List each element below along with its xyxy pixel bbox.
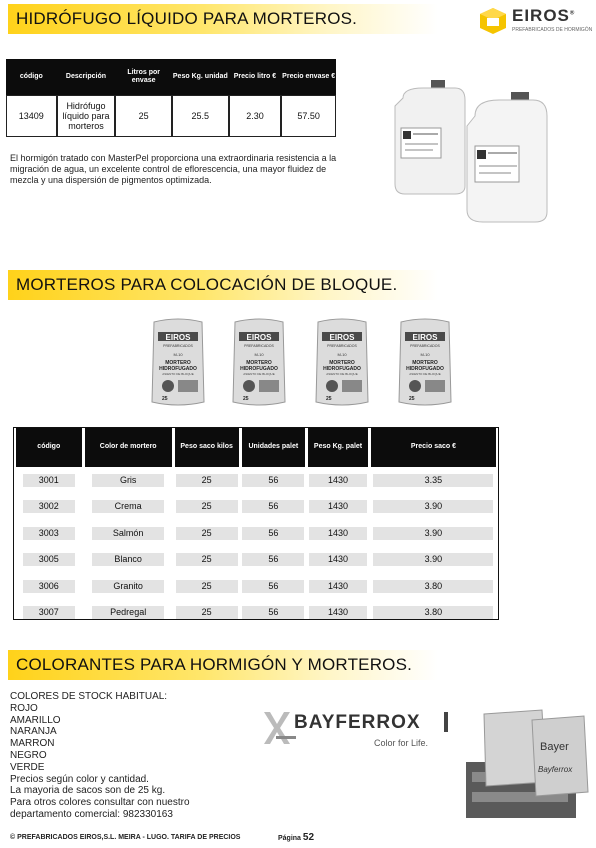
header-precio-saco: Precio saco € bbox=[371, 427, 496, 467]
cell-precio-litro: 2.30 bbox=[229, 95, 282, 137]
table-cell: 25 bbox=[175, 573, 239, 600]
mortar-bag-image bbox=[229, 316, 289, 406]
svg-text:HIDROFUGADO: HIDROFUGADO bbox=[240, 366, 278, 372]
mortar-bag-image bbox=[395, 316, 455, 406]
mortar-bag-image bbox=[312, 316, 372, 406]
section-title-morteros: MORTEROS PARA COLOCACIÓN DE BLOQUE. bbox=[8, 270, 438, 300]
table-cell: 3002 bbox=[16, 494, 82, 521]
cell-descripcion: Hidrófugo líquido para morteros bbox=[57, 95, 116, 137]
morteros-table bbox=[13, 427, 499, 626]
svg-text:M-10: M-10 bbox=[254, 352, 264, 357]
table-cell: 56 bbox=[242, 573, 306, 600]
table-cell: 3.90 bbox=[371, 520, 496, 547]
colorantes-line: AMARILLO bbox=[10, 714, 61, 726]
footer-page: Página 52 bbox=[278, 832, 315, 843]
table-cell: 3.90 bbox=[371, 547, 496, 574]
bayer-bags-image bbox=[458, 706, 590, 820]
section-title-colorantes: COLORANTES PARA HORMIGÓN Y MORTEROS. bbox=[8, 650, 438, 680]
header-peso: Peso Kg. unidad bbox=[172, 59, 229, 95]
bayferrox-name: BAYFERROX bbox=[294, 712, 421, 733]
colorantes-line: NARANJA bbox=[10, 726, 57, 738]
table-cell: 3.35 bbox=[371, 467, 496, 494]
table-cell: 3003 bbox=[16, 520, 82, 547]
svg-text:EIROS: EIROS bbox=[329, 333, 355, 342]
svg-text:EIROS: EIROS bbox=[165, 333, 191, 342]
bayferrox-slogan: Color for Life. bbox=[374, 738, 429, 748]
table-row bbox=[16, 547, 496, 574]
header-precio-envase: Precio envase € bbox=[281, 59, 336, 95]
svg-text:M-10: M-10 bbox=[337, 352, 347, 357]
table-cell: 1430 bbox=[308, 494, 368, 521]
header-precio-litro: Precio litro € bbox=[229, 59, 282, 95]
eiros-logo bbox=[478, 4, 594, 38]
header-codigo: código bbox=[6, 59, 57, 95]
header-peso-palet: Peso Kg. palet bbox=[308, 427, 368, 467]
table-cell: 3.80 bbox=[371, 573, 496, 600]
svg-text:EIROS: EIROS bbox=[412, 333, 438, 342]
svg-text:PREFABRICADOS: PREFABRICADOS bbox=[244, 344, 274, 348]
svg-text:PREFABRICADOS: PREFABRICADOS bbox=[163, 344, 193, 348]
svg-text:HIDROFUGADO: HIDROFUGADO bbox=[323, 366, 361, 372]
table-cell: 3007 bbox=[16, 600, 82, 627]
bayferrox-logo bbox=[262, 706, 452, 756]
mortar-bag-image bbox=[148, 316, 208, 406]
colorantes-line: Precios según color y cantidad. bbox=[10, 773, 149, 785]
svg-text:25: 25 bbox=[409, 396, 415, 402]
table-cell: 3005 bbox=[16, 547, 82, 574]
hidrofugo-description: El hormigón tratado con MasterPel proporciona una extraordinaria resistencia a la migración de agua, un excelente control de eflorescencia, una mayor fluidez de mezcla y una dispersión de pigmentos optimizada. bbox=[10, 153, 337, 185]
table-cell: 56 bbox=[242, 494, 306, 521]
colorantes-line: MARRON bbox=[10, 738, 55, 750]
cell-codigo: 13409 bbox=[6, 95, 57, 137]
svg-text:EIROS: EIROS bbox=[246, 333, 272, 342]
table-cell: 25 bbox=[175, 547, 239, 574]
table-cell: 56 bbox=[242, 520, 306, 547]
svg-text:MORTERO: MORTERO bbox=[412, 360, 438, 366]
svg-text:PREFABRICADOS: PREFABRICADOS bbox=[410, 344, 440, 348]
table-cell: Blanco bbox=[85, 547, 172, 574]
table-cell: 1430 bbox=[308, 520, 368, 547]
colorantes-line: COLORES DE STOCK HABITUAL: bbox=[10, 691, 168, 702]
table-cell: 56 bbox=[242, 600, 306, 627]
table-cell: 25 bbox=[175, 494, 239, 521]
bayer-bag-brand: Bayer bbox=[540, 741, 569, 753]
table-cell: 1430 bbox=[308, 573, 368, 600]
table-cell: Salmón bbox=[85, 520, 172, 547]
table-cell: Granito bbox=[85, 573, 172, 600]
svg-text:ASIENTO DE BLOQUE: ASIENTO DE BLOQUE bbox=[162, 372, 194, 376]
table-row bbox=[16, 467, 496, 494]
section-title-hidrofugo: HIDRÓFUGO LÍQUIDO PARA MORTEROS. bbox=[8, 4, 438, 34]
svg-text:MORTERO: MORTERO bbox=[246, 360, 272, 366]
table-cell: 3.90 bbox=[371, 494, 496, 521]
svg-text:ASIENTO DE BLOQUE: ASIENTO DE BLOQUE bbox=[409, 372, 441, 376]
table-cell: 25 bbox=[175, 520, 239, 547]
header-codigo: código bbox=[16, 427, 82, 467]
colorantes-line: NEGRO bbox=[10, 749, 47, 761]
table-cell: 56 bbox=[242, 547, 306, 574]
svg-text:25: 25 bbox=[243, 396, 249, 402]
table-cell: 56 bbox=[242, 467, 306, 494]
brand-tagline: PREFABRICADOS DE HORMIGÓN bbox=[512, 27, 593, 33]
cell-peso: 25.5 bbox=[172, 95, 229, 137]
svg-text:HIDROFUGADO: HIDROFUGADO bbox=[406, 366, 444, 372]
table-cell: 3.80 bbox=[371, 600, 496, 627]
table-cell: Gris bbox=[85, 467, 172, 494]
colorantes-list bbox=[10, 691, 190, 821]
footer-left: © PREFABRICADOS EIROS,S.L. MEIRA - LUGO. TARIFA DE PRECIOS bbox=[10, 834, 241, 841]
svg-text:M-10: M-10 bbox=[173, 352, 183, 357]
svg-text:PREFABRICADOS: PREFABRICADOS bbox=[327, 344, 357, 348]
table-cell: 25 bbox=[175, 600, 239, 627]
header-litros: Litros por envase bbox=[115, 59, 172, 95]
table-row bbox=[16, 520, 496, 547]
table-cell: 25 bbox=[175, 467, 239, 494]
svg-text:M-10: M-10 bbox=[420, 352, 430, 357]
svg-text:25: 25 bbox=[162, 396, 168, 402]
table-cell: Pedregal bbox=[85, 600, 172, 627]
header-color: Color de mortero bbox=[85, 427, 172, 467]
table-cell: 1430 bbox=[308, 547, 368, 574]
table-row bbox=[16, 600, 496, 627]
bayer-bag-product: Bayferrox bbox=[538, 765, 573, 774]
svg-text:ASIENTO DE BLOQUE: ASIENTO DE BLOQUE bbox=[243, 372, 275, 376]
colorantes-line: Para otros colores consultar con nuestro bbox=[10, 797, 190, 809]
svg-text:MORTERO: MORTERO bbox=[165, 360, 191, 366]
colorantes-line: VERDE bbox=[10, 761, 45, 773]
colorantes-line: ROJO bbox=[10, 702, 38, 714]
colorantes-line: departamento comercial: 982330163 bbox=[10, 808, 173, 820]
table-row bbox=[16, 494, 496, 521]
colorantes-line: La mayoria de sacos son de 25 kg. bbox=[10, 785, 166, 797]
brand-name: EIROS® bbox=[512, 6, 576, 25]
table-row bbox=[16, 573, 496, 600]
cell-litros: 25 bbox=[115, 95, 172, 137]
cell-precio-envase: 57.50 bbox=[281, 95, 336, 137]
svg-text:MORTERO: MORTERO bbox=[329, 360, 355, 366]
hidrofugo-table bbox=[6, 59, 336, 137]
header-peso-saco: Peso saco kilos bbox=[175, 427, 239, 467]
bayferrox-x-icon bbox=[262, 710, 292, 746]
svg-text:25: 25 bbox=[326, 396, 332, 402]
table-cell: 3001 bbox=[16, 467, 82, 494]
table-cell: 3006 bbox=[16, 573, 82, 600]
jerrycan-image bbox=[383, 76, 553, 226]
svg-text:ASIENTO DE BLOQUE: ASIENTO DE BLOQUE bbox=[326, 372, 358, 376]
header-unidades: Unidades palet bbox=[242, 427, 306, 467]
table-cell: Crema bbox=[85, 494, 172, 521]
cube-logo-icon bbox=[478, 6, 508, 36]
table-cell: 1430 bbox=[308, 467, 368, 494]
header-descripcion: Descripción bbox=[57, 59, 116, 95]
svg-text:HIDROFUGADO: HIDROFUGADO bbox=[159, 366, 197, 372]
table-cell: 1430 bbox=[308, 600, 368, 627]
